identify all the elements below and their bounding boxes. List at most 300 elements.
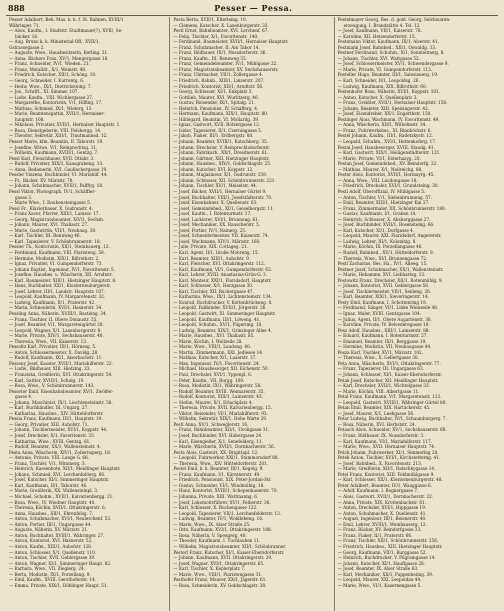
directory-entry: — Rosa, Dienstgeberin, VIII. Felsbergg. 14. [9,127,102,133]
directory-entry: — Josef, Lokomotivführer, XV/1, Felberstr. 36. [173,499,271,505]
directory-entry: — Nikolaus, Privatier, XVII/1, Hernalser Hauptstr. 1. [9,122,121,128]
directory-entry: — Franz, Metalldr., X/1, Weinstr. 48. [9,66,87,72]
directory-entry: bäcker. 16. [15,33,39,39]
directory-entry: — Konrad, Buchdrucker, V. Kettenbrückeng. 8. [173,299,273,305]
directory-entry: Pester Alois, Kontorist, XVII/1, Hormayrg. 45. [337,172,435,178]
directory-entry: — Martin, Zimmermann, XXI. Jedlesee 14. [173,349,264,355]
directory-entry: — Johanna, Private, XIII. Wattmanng. 6. [173,494,259,500]
directory-entry: — Johann, Schlosser, XI/1, Kaiser-Ebersdorferstr. [337,372,443,377]
directory-entry: — Antonie, Private, VIII. Lange G. 66. [9,455,90,461]
directory-entry: — Jakob, Fiaker, III/1, Erdbergstr. 88. [173,133,254,139]
directory-entry: Pesteller Hugo, Beamter, III/1, Salesianerg. 19. [337,72,439,78]
directory-entry: — Rudolf, Kontorist, XIII/1, Lainzerstr. 43. [173,394,263,400]
directory-entry: — Franz, Kaufm., III. Rennweg 55. [173,55,248,61]
directory-entry: — Marie, Private, VI. Gumpendorferstr. 113. [337,66,433,72]
directory-entry: — Franz, Uhrmacher, VII/1, Zollergasse 4. [173,72,264,78]
directory-entry: — Ludwig, Beamter, XIX/1, Grinzinger Allee 4. [173,327,273,333]
directory-entry: Gstrassegasse 2. [9,44,45,50]
directory-entry: — Alois, Kaufm., I. Stadtstr. Stadtmauer(?), XVII/, Se- [9,28,123,34]
directory-entry: — Katharina, Wwe., XVIII. Gentzg. 81. [9,438,91,444]
directory-entry: — Franz, Schuhmacher, II. Am Tabor 14. [173,44,260,50]
directory-entry: Pessling Anna, Näherin, XVIII/1, Bastieng. 34. [9,310,108,316]
directory-entry: — Stefan, Maurer, X/1, Erlachplatz 4. [173,399,253,405]
directory-entry: Pesseter Emil, Eisenbahnbeamter, XV/1, Zwölfer- [9,388,114,394]
directory-entry: Pestel Emil, k. k. Beamter, III/1, Kegelg. 9. [173,466,264,472]
directory-entry: — Karl, Beamter, XIII/1, Auhofstr. 9. [173,255,251,261]
directory-entry: — Franz, Tischler, XII/1, Schönbrunnerstr. 256. [337,538,439,544]
directory-entry: — Leopold, Maurer, XXI. Floridsdorf, Angererstr. [337,233,442,239]
directory-entry: — Franz, Greißler, XVII/1, Hernalser Hauptstr. 158. [337,100,448,106]
directory-entry: — Julius, Agent, II/1, Obere Augartenstr. 36. [337,316,432,322]
directory-entry: — Karoline, Private, IV. Belvederegasse 10. [337,322,430,328]
directory-entry: — Gustav, Kaufmann, I/1, Graben 14. [337,211,417,217]
directory-entry: — Margarethe, Kontoristin, V/1, Hilfing. 17. [9,100,103,106]
directory-entry: Pessl Karl, Fleischhauer, XVII. Ottakr. 3. [9,155,95,161]
page-title: Pesser — Pessa. [214,3,293,13]
directory-entry: Pesser Marie, kfm. Beamtin, II. Taborstr. 19. [9,139,104,145]
directory-entry: Pesty Emil, Kaufmann, I. Schottenring 19. [337,299,428,305]
directory-entry: — Rosa, Wwe., V. Schönbrunnerstr. 143. [9,383,95,389]
directory-entry: — Anton, Portier, III/1, Ungargasse 44. [9,521,92,527]
directory-entry: — Anna, Wwe., VIII. Laudongasse 18. [337,177,418,183]
directory-entry: — Karl, Kaufmann, VI/1, Mariahilferstr. 117. [337,438,432,444]
directory-entry: — Marie, Wwe., IX. Alser Straße 25. [173,521,251,527]
directory-entry: Pestl Anna, XV/1, Schweglerstr. 16. [173,421,249,427]
directory-entry: Pessia Franz, Kaufmann, III/1, Hauptstr. 19. [9,416,103,422]
directory-entry: — Emanuel, Beamter, IX/1, Berggasse 19. [337,338,427,344]
directory-entry: — Marie, Wwe., VIII/1, Piaristengasse 31. [173,571,263,577]
directory-entry: — Wilhelm, Magistratsbeamter, XII/1, Schönbrunner. [173,543,287,549]
directory-entry: — Anna, Bedienerin, XVI. Gaullachergasse 19. [9,166,108,172]
directory-entry: — Emil, Lehrer, XVIII/1, Weinhauserg. 12. [337,521,427,527]
directory-entry: — Leopold, Maurer, XXI. Leopoldau 44. [337,577,422,583]
directory-entry: Pestowitz Franz, Drechsler, XII/1, Rotenmühlg. 9. [337,277,443,283]
directory-entry: — Josef, Kaufm., I. Rotenturmstr. 17. [173,211,252,217]
directory-entry: — Leopold, Gastwirt, XI. Simmeringer Hauptstr. [173,310,276,316]
directory-entry: — Franz, Bildhauer, IX/1, Nussdorferstr. 36. [173,50,267,56]
directory-entry: Pesser Adalbert, Beh. Mus. k. k. f. St. Bahnen, XVIII/1 [9,17,124,22]
directory-entry: Pesz Adolf, Hausbes., XIII/1, Lainzerstr. 88. [337,327,430,333]
directory-entry: — Anton, Tischler, V/1, Siebenbrunneng. 57. [337,194,433,200]
directory-entry: — Josef, Schlossermeister, XV/1, Schwendergasse 9. [337,61,449,67]
directory-entry: — Fr., Bäcker, XV. Märzstr. 78. [9,177,74,183]
directory-entry: — Heinrich, Buchdrucker, V. Pilgramgasse 14. [337,555,436,561]
directory-entry: — Franz, Bahnbeamter, XII/1, Tivoligasse 31. [173,427,270,433]
directory-entry: — Franz, Tapezierer, III. Ungargasse 63. [337,366,424,372]
directory-entry: — Franz Xaver, Pfarrer, XIII/1, Lainzer. 17. [9,211,100,217]
directory-entry: — Franz, Tischler, II. Obere Donaustr. 55. [9,316,98,322]
directory-entry: — Marie, Gastwirtin, VII/1, Neubaug. 30. [9,227,97,233]
directory-entry: — Gustav, Reisender, IX/1, Spitalg. 21. [173,100,256,106]
directory-entry: — Heinrich, Pensionist, IV. Schäfferg. 4. [173,105,259,111]
directory-entry: Pesseny Josef, Kassier, XVII/1, Mariahilferstr. 22. [9,360,113,366]
directory-entry: — Johann, Schmied, XVI. Lerchenfelderg. 86. [9,471,106,477]
directory-entry: — Emma, Private, XIX/1, Döblinger Haupt. 51. [9,582,108,588]
directory-entry: — Marie, Wäscherin, XVII/1, Dornbacherstr. 56. [173,444,275,450]
directory-entry: — Johann, Schuhmacher, XVII/1, Palffyg. 18. [9,183,104,189]
directory-entry: — Johann, Fabrikarb., XX/1, Dresdnerstr. 61. [173,150,269,156]
directory-entry: — Marie, Köchin, IX. Porzellangasse 46. [337,244,423,250]
directory-entry: — Josef, Gemeindebed., XI/1, Geiselbergstr. 11. [173,205,275,211]
directory-entry: — Friedrich, Kontorist, XII/1, Arndtstr. 56. [173,83,264,89]
directory-entry: — August, Ingenieur, III/1, Reisnerstr. 40. [337,516,427,522]
directory-entry: Pestan Josef, Gemeindebed., XV. Reindorfg. 22. [337,161,438,167]
directory-entry: — Maria, Schneiderin, XVI/1, Hasnerstr. 34. [9,305,103,311]
directory-entry: — Josef, Kutscher, XI/1, Simmeringer Hauptstr. [9,477,110,483]
directory-entry: — Rudolf, Kaufmann, IX/1, Alserbachstr. 11. [9,355,103,361]
directory-entry: — Theresia, Wwe., VII. Kaiserstr. 13. [9,338,88,344]
directory-entry: — Josef, Beamter, V/1, Margaretengürtel 20. [9,322,104,328]
directory-entry: — Adolf, Kaufmann, I. Bognergasse 7. [337,488,419,494]
directory-entry: — Marie, Beamtensgattin, XVII/1, Hernalser- [9,111,105,117]
directory-entry: — Ludw. Kaufm., VIII. Wichlergasse 27. [9,94,94,100]
directory-entry: — Rosa, Näherin, XVI. Herbststr. 24. [337,421,416,427]
directory-entry: — Ignaz, Privatier, VI. Gumpendorferstr. 73. [9,261,103,267]
directory-entry: — Josef, Bäcker, XVII/1, Hernalser Gürtel 9. [173,188,267,194]
directory-entry: — Hermine, Modistin, XIX/1, Billrothstr. 2. [9,255,100,261]
directory-entry: — Johann, Kutscher, XVI. Koppstr. 12. [173,166,254,172]
directory-entry: — Franziska, Greißlerin, XVI. Ottakringerstr. 54. [9,372,113,377]
directory-entry: Pesthofer Franz, Maurer, XX/1, Jägerstr. 61. [173,577,267,583]
directory-entry: — Felix, Tischler, X/1, Favoritenstr. 140. [173,33,259,39]
directory-entry: — Anton, Wagner, XI/1, Simmeringer Haupt. 82. [9,560,112,566]
directory-entry: — Karl, Schlosser, X. Buchengasse 122. [173,505,258,511]
directory-entry: — Josef, Eisenbahner, X. Quellenstr. 63. [173,200,258,206]
directory-entry: — Ludw., Bildhauer, XIII. Hietzing. 23. [9,366,91,372]
directory-entry: — Karl, Gastwirt, XIX/1, Heiligenstädterstr. 121. [337,150,441,156]
directory-entry: — Marie, Wwe., VI/1, Kasernengasse 5. [337,582,422,588]
directory-entry: — Anton, Schuhmacher, X. Quellenstr. 41. [337,510,427,516]
directory-entry: — Josef, Lehrer, III/1, Landstr. Hauptstr. 107. [9,288,106,294]
directory-entry: — Rosa, Näherin, V. Spengerg. 40. [173,532,247,538]
directory-entry: — Rosa, Wwe., IV. Wiedner Hauptstr. 40. [9,499,96,505]
directory-entry: Pesterl Franz, Kutscher, XI/1, Kaiser-Ebersdorferstr. [173,549,285,555]
directory-entry: Pesta Berta, XVII/1, Elterleing. 10. [173,17,247,22]
directory-entry: — Friedrich, Bahnb., XIII/1, Linzerstr. 207. [173,78,265,84]
directory-entry: — Anton, Kontorist, XVI. Hasnerstr. 52. [9,538,93,544]
directory-entry: — Hans, Kontorist, XVIII/1, Schopenhauerstr. 70. [173,488,278,494]
directory-entry: — Auguste, Wwe., Hausbesitzerin, Kerling. 21. [9,50,109,56]
directory-entry: — Paul, Drechsler, XVI/1, Yppenpl. 6. [173,372,253,377]
directory-entry: Pestmann Josef, Bahnbed., XII/1, Oswaldg. 33. [337,44,437,50]
directory-entry: — Karl, Mechaniker, XX/1, Pappenheimg. 39. [337,571,434,577]
directory-entry: — Johann Baptist, Ingenieur, IV/1, Favoritenstr. 5. [9,266,115,272]
directory-entry: gasse 3. [15,194,33,200]
directory-entry: — Karl, Buchhändler, III. Ungarg. 27. [9,405,89,411]
directory-entry: Pestner Josef, Schuhmacher, XX/1, Wallensteinstr. [337,266,444,272]
directory-entry: — Karl, Kutscher, XI/1, Dorfgasse 4. [337,227,415,233]
directory-entry: — Emil, Beamter, XIII/1, Hietzinger Kai 37. [337,200,430,206]
directory-entry: Petal Franz, Kaufmann, V/1, Margaretenstr. 113. [337,394,442,400]
directory-entry: — Karl, Drechsler, XVII/1, Wichtelgasse 33. [337,383,430,389]
directory-entry: — Aug. Bruno k. k. Ministerial-Off., XVII/1, [9,39,100,45]
directory-entry: — Josef, Beamter, IX. Alser Straße 63. [337,566,419,572]
directory-entry: gasse 4. [15,394,33,400]
directory-entry: — Anna, Hausbes., XII/1, Ehrenfelsg. 7. [9,510,94,516]
directory-entry: — Johann, Tischler, XVI. Wattgasse 52. [337,55,421,61]
directory-entry: — Wilhelm, Sekretär, XIX/1, Hohe Warte 29. [173,416,268,422]
directory-entry: — Theresia, Wwe., XIV. Hütteldorferstr. 201. [173,460,269,466]
directory-entry: — Karl, Sattler, XVIII/1, Schulg. 19. [9,377,85,383]
directory-entry: — Ferdinand, Kaufmann, VIII. Piaristeng. 50. [9,249,105,255]
directory-entry: — Karl, Kaufmann, II/1, Taborstr. 46. [9,482,88,488]
directory-entry: — Karl, Eisengießer, X/1, Senefelderg. 11. [173,438,263,444]
directory-entry: — Hermann, Kaufmann, XIX/1, Hauptstr. 80. [173,111,269,117]
directory-entry: — Anton, Buchhalter, XVIII/1, Währinger. 27. [9,532,105,538]
directory-entry: Pestenhofer Rosa, Näherin, XVI/1, Koppstr. 101. [337,89,441,95]
directory-entry: — Ludwig, Kaufmann, II/1, Praterstr. 42. [9,299,96,305]
directory-entry: — Karl, Kaufmann, VI/1, Gumpendorferstr. 62. [173,266,273,272]
directory-entry: — Josef, Buchhalter, VIII/1, Josefstädterstr. 70. [173,194,273,200]
directory-entry: — Anton, Drechsler, XVI/1, Hippgasse 19. [337,505,427,511]
directory-entry: — Mathias, Maurer, X/1, Neilreichg. 88. [337,166,423,172]
directory-entry: — Theresia, Wwe., XVI. Brunnengasse 72. [337,255,428,261]
directory-entry: — Franz, Bäcker, XV. Reindorfgasse 33. [337,527,422,533]
directory-entry: — Marie, Wwe., VIII/1, Laudong. 40. [173,344,252,350]
directory-entry: Pestinger Alois, Wachmann, IV. Favoritenstr. 49. [337,116,440,122]
directory-entry: — Hermine, Modistin, VII. Neubaugasse 44. [337,344,432,350]
directory-entry: — Marie, Köchin, I. Wollzeile 28. [173,338,243,344]
directory-entry: — Johann, Drechsler, V. Reinprechtsdorferstr. [173,144,270,150]
directory-entry: — Rudolf, Beamter, XX/1, Wallensteinstr. 4. [9,444,101,450]
directory-entry: — Ludwig, Beamter, IV/1, Wohllebeng. 16. [173,516,264,522]
directory-entry: — Marie, Greißlerin, XII/1, Ratschkygasse 14. [337,466,436,472]
directory-entry: Pesta Alois, Gastwirt, XX. Brigittapl. 12. [173,449,259,455]
directory-entry: — Emil, Kaufm., XVIII. Gersthoferstr. 14. [9,577,96,583]
directory-entry: — Franz, Bildhauer, IX. Nussdorferstr. 3. [337,433,425,439]
directory-entry: — Friedrich, Kutscher, XII/1, Schöng. 10. [9,72,97,78]
directory-entry: — Georg, Kaufmann, VII/1, Burggasse 52. [337,549,427,555]
directory-entry: — Johann, Gärtner, XIII. Hietzinger Hauptstr. [173,155,270,161]
directory-entry: — Franz, Zimmermaler, XII. Schönbrunnerstr. 180. [337,205,446,211]
directory-entry: — Isidor, Tapezierer, II/1, Czerningasse 5. [173,127,263,133]
column-3 [334,17,498,611]
directory-entry: — Hildegard, Beamtin, VI. Mollardg. 39. [173,116,260,122]
directory-entry: — Theresia, Wwe., X. Gellertgasse 30. [337,355,419,361]
directory-entry: — Wilhelm, Kaufmann, XVIII/1, Gentzg. 7. [9,150,99,156]
directory-entry: — Leopold, Tapezierer, VII/1, Lerchenfelderstr. 13. [173,510,282,516]
directory-entry: Petek Anton, Tischler, XVI/1, Kirchstetterng. 41. [337,455,441,461]
directory-entry: — Karoline, XII. Hetzendorferstr. 15. [337,33,416,39]
directory-entry: — Josef, Buchbinder, XVII/1, Rosensteing. 66. [337,222,435,228]
directory-entry: Petasch Alois, Schneider, XV/1, Sechshauserstr. 68. [337,427,447,433]
directory-entry: — Karl, Lehrer, XVIII. Anastasius-Grün-G. 3. [173,272,268,278]
directory-entry: — Marie, Hebamme, XVI. Liebhartsg. 12. [337,272,426,278]
directory-entry: — Georg, Privatier, XIII. Auhofstr. 71. [9,421,89,427]
directory-entry: — Barbara, Wwe., VII. Zieglerg. 24. [9,566,86,572]
directory-entry: — Johann, Tischlermeister, XVI/1, Koppstr. 44. [9,427,108,433]
directory-entry: — Johann, Kaufmann, XVII. Ottakringerstr. 29. [173,555,273,561]
directory-entry: — Katharina, Hausbes., XIV. Hütteldorferstr. [9,410,104,416]
directory-entry: — Jos., Schrift., XI. Simmer. 107. [9,89,79,95]
directory-entry: — Karl, Tischler, X. Keplerplatz 7. [173,566,246,572]
directory-entry: — Mathias, Kutscher, X/1, Laaerstr. 37. [173,355,257,361]
directory-entry: — Rudolf, Bahnbed., XV/1, Hütteldorferstr. 9. [337,249,434,255]
directory-entry: Petak Josef, Kutscher, XII. Meidlinger Hauptstr. [337,377,439,383]
directory-entry: — Johann, Tischler, XV/1, Meiselstr. 44. [173,183,258,189]
directory-entry: — Anton, Schlossermeister, X. Davidg. 28. [9,349,99,355]
directory-entry: — Johann, Beamter, XVIII/1, Kutschkerg. 35. [173,139,269,145]
directory-entry: — Karl, Tischler, III. Rennweg 46. [9,233,81,239]
directory-entry: Peta Anna, Wäscherin, XVI/1, Ottakringerstr. 77. [337,360,441,366]
directory-entry: — Anton, Kutscher, X. Quellenplatz 3. [337,94,418,100]
directory-entry: — Karl, Monteur, XXI/1, Floridsdorf, Hauptstr. [173,277,272,283]
directory-entry: — Leopold, Schuhm., XVI/1, Hettenkoferg. 17. [337,139,437,145]
directory-entry: — Marie, Wwe., XVII. Hernalser Hauptstr. 74. [337,444,436,450]
directory-entry: — Karl, Tischler, XII. Ruckergasse 47. [173,288,254,294]
directory-entry: — Rudolf, Privatier, XIX/1, Kaasgrabeng. 13. [9,161,104,167]
directory-entry: — Franz, Tischler, V/1, Wimmerg. 3. [9,460,86,466]
directory-entry: — Josef, Drechsler, X/1, Favoritenstr. 33. [9,433,96,439]
directory-entry: — Johann, Schlosser, XII. Schönbrunnerstr. 221. [173,177,276,183]
directory-entry: — Theodor, Kaufmann, I. Tuchlauben 11. [173,538,261,544]
directory-entry: — Marie, Private, VI/1, Esterhazyg. 20. [337,155,421,161]
directory-entry: Pestel Johann, Kaufm., III/1, Radetzkystr. 12. [337,133,434,139]
directory-entry: — Max, Ingenieur, IV/1, Favoritenstr. 24. [173,360,260,366]
directory-entry: — Josefine, Hausbes. u. Wäscherin, XII. Arndtstr. [9,272,113,278]
directory-entry: — Leopold, Gastwirt, XVIII/1, Währinger Gürtel 80. [337,399,447,405]
directory-entry: — Johann, Magazineur, X/1, Gudrunstr. 159. [173,172,268,178]
directory-entry: — Karl, Beamter, XIX/1, Sieveringerstr. 14. [337,294,429,300]
directory-entry: — Josef, Wachmann, XIV/1, Märzstr. 160. [173,238,261,244]
directory-entry: Pestelmayer Georg, Bes. d. gold. Georg, Selchwaren- [337,17,451,22]
directory-entry: — Viktor, Reisender, VI/1, Mariahilferstr. 93. [173,410,268,416]
page-number: 888 [8,3,25,13]
directory-entry: Petch Johann, Fuhrwerker, XI/1, Simmering 20. [337,449,439,455]
directory-entry: — Leopold, Kaufmann, III/1, Löweng. 41. [173,316,261,322]
directory-entry: — Josef, Eisendreher, XX/1, Engerthstr. 150. [337,111,432,117]
directory-entry: — Ferdinand, Baumeister, XVII/1, Hernalser Hauptstr. [173,39,289,45]
directory-entry: — Marie, Hausbes., XVI. Thaliastr. 85. [173,333,255,339]
directory-entry: — Gustav, Schneider, VI/1, Windmühlg. 18. [173,482,265,488]
directory-entry: — Alois, Gastwirt, XVII/1, Dornbacherstr. 22. [337,494,434,500]
directory-entry: — Anton, Schuhmacher, XVI/1, Neulerchenf. 53. [9,516,112,522]
column-2 [169,17,333,611]
directory-entry: — Josefine, Witwe, V/1, Reinprechtsg. 11. [9,144,98,150]
directory-entry: Petan Emil, Beamter, XIX. Hartäckerstr. 45. [337,405,431,411]
directory-entry: — Anton, Schlosser, X/1, Quellenstr. 110. [9,549,97,555]
directory-entry: Pessl Fr., Klavierbauer, X. Gudrunstr. 4. [9,205,94,211]
directory-entry: — Mathias, Schmied, IX/1, Wielerg. 13. [9,105,93,111]
directory-entry: Pestemann Viktor, Kaufmann, IX/1, Alserstr. 41. [337,39,439,45]
directory-entry: — Ignaz, Maler, XVIII. Gentzgasse 104. [337,310,422,316]
directory-entry: Pestl Zacharias, Bes. Ha., IV/1, Alleeg. 15. [337,261,428,267]
directory-entry: hauptstr. 108. [15,116,45,122]
directory-entry: — Marie, Greißlerin, XX. Wallensteinpl. 3. [9,488,99,494]
directory-entry: — Rosa, Modistin, IX/1, Währingerstr. 58. [173,383,262,389]
directory-entry: Pessoltz Karl, Privatier, III/1, Hörnesg. 5. [9,344,97,350]
directory-entry: Petar Ludwig, Buchhalter, IV/1, Schaumburgerg. 7. [337,416,447,422]
directory-entry: — Josef, Kaufmann, VII/1, Kaiserstr. 78. [337,28,422,34]
directory-entry: — Josef, Portier, IV/1, Rainerg. 25. [173,227,247,233]
directory-entry: — Friedrich, Drechsler, XVI/1, Grundsteing. 30. [337,183,439,189]
directory-entry: — Johann, Maschinist, IX/1, Liechtensteinstr. 58. [9,399,113,405]
directory-entry: — Franz, Gemeindebeamter, IV/1, Mühlgasse 22. [173,61,278,67]
directory-entry: — Theresia, Köchin, XVII/1, Ottakringerstr. 6. [9,505,107,511]
directory-entry: Pessl Viktor, Photograph, IV/1, Schäffler- [9,188,96,194]
directory-entry: — Friedrich, Hausbes., XIII. Hietzinger Hauptstr. [337,543,443,549]
directory-entry: Peter Adalbert, Beamter, IV/1, Waaggasse 6. [337,482,432,488]
directory-entry: — Franz, Magistratsbeamter, XV. Sechshauserstr. [173,66,279,72]
directory-entry: — Anton, Tischler, XVII. Geblergasse 39. [9,555,96,561]
directory-entry: — Theodor, Sekretär, XIII/1, Trautmannsd. 12. [9,133,108,139]
directory-entry: Pestl Adolf, Oberoffizial, IV. Mühlgasse 5. [337,188,426,194]
directory-entry: Pestl Ernst, Bahnbeamter, XVI. Lerchenf. 67. [173,28,269,34]
directory-entry: — Hedw. Wwe., IX/1, Dietrichsteing. 7. [9,83,92,89]
directory-entry: — Karl, Schneider, II/1, Leopoldsg. 26. [337,78,420,84]
directory-entry: — Josef, Schneidermeister, VII. Kaiserstr. 74. [173,233,269,239]
directory-entry: — Berta, Modistin, IX/1, Porzellang. 9. [9,571,91,577]
directory-entry: — Leopold, Kaufmann, IV. Margaretenstr. 32. [9,294,106,300]
directory-entry: — Clemens, Kutscher, X. Laxenburgerstr. 33. [173,22,269,28]
directory-entry: — Ignaz, Gastwirt, XVII. Rötzergasse 12. [173,122,261,128]
directory-entry: — Georg, Schlosser, XI/1, Enkplatz 3. [173,89,253,95]
directory-entry: — Marie, Köchin, VIII. Albertgasse 11. [337,388,420,394]
directory-entry: — Josef, Bahnbed., X. Favoritenstr. 213. [337,460,423,466]
directory-entry: — Eduard, Kaufmann, I. Rotenturmstr. 27. [337,333,428,339]
directory-entry: — Leopold, Faßbinder, XVII/1, Jörgerstr. 26. [173,305,267,311]
directory-entry: Währinger. 71. [9,22,41,28]
directory-entry: — Leopold, Wagner, X/1, Laxenburgerstr. 8. [9,327,102,333]
directory-entry: — Ludwig, Kaufmann, XIX. Billrothstr. 60. [337,83,427,89]
directory-entry: — Julie, Private, XIX. Cottageg. 21. [173,244,248,250]
directory-entry: — Leopold, Fuhrwerker, XXI/1, Stammersdorf 88. [173,455,279,461]
directory-entry: — Josef, Tischlermeister, VII/1, Seideng. 26. [337,288,432,294]
directory-entry: — Rosa, Schneiderin, XV. Goldschlagstr. 38. [173,582,267,588]
directory-entry: Petel Franz, Kontorist, XIII. Feldmühlgasse 9. [337,471,435,477]
directory-entry: — Karl, Schlosser, X/1, Herzgasse 30. [173,283,254,289]
directory-entry: — Friedrich, Pensionist, XIX. Peter-Jordan-Str. [173,477,272,483]
directory-entry: — Anton, Kaufm., XIII/1, Auhofstr. 128. [9,543,93,549]
directory-entry: — Marie Wwe., I. Rauhensteingasse 5. [9,200,92,206]
directory-entry: — Johann, Kutscher, XI/1, Hauffgasse 28. [337,560,426,566]
directory-entry: Pessler Th., Kontoristin, XII/1, Steinbauerg. 12. [9,244,110,250]
directory-entry: — Ferdinand, Sänger, VI/1, Linke Wienzeile 48. [337,305,439,311]
directory-entry: — Johann, Beamter, XIII. Speisingerstr. 42. [337,105,430,111]
directory-entry: — Franz, Fuhrwerksbes., XI. Rinnböckstr. 6. [337,127,432,133]
directory-entry: — Anna, Bäckers Frau, XV/1, Mengergasse 16. [9,55,109,61]
directory-entry: — Franz, Schneider, IV/1, Wieden. 21. [9,61,90,67]
directory-entry: — Katharina, Wwe., IX/1, Lichtensteinstr. 134. [173,294,273,300]
directory-entry: — Karl, Baumeister, XIII/1, Hietzinger Hauptstr. 6. [9,277,117,283]
directory-entry: — Gottlieb, Maurer, XVI. Wurlitzerg. 46. [173,94,259,100]
directory-entry: — Heinrich, Kassenbote, XII/1, Meidlinger Hauptstr. [9,466,121,472]
directory-entry: — Leopold, Schuhm., XV/1, Pilgerimg. 18. [173,322,263,328]
directory-entry: — Anna, Wäscherin, XII/1, Wilhelmstr. 34. [337,122,427,128]
directory-entry: — Rudolf, Beamter, XVIII. Weimarerstr. 35. [173,388,265,394]
directory-entry: — Anna, Private, XIX. Krottenbachstr. 61. [337,499,426,505]
directory-entry: — Karl, Schlosser, XX/1, Klosterneuburgerstr. 48. [337,477,443,483]
directory-entry: — Karl, Agent, II/1, Große Mohreng. 15. [173,249,259,255]
page-header [6,3,498,16]
directory-entry: — Josef, Maurer, X/1, Leebgasse 56. [337,410,415,416]
directory-entry: — Johann, Kontorist, XVII. Geblergasse 58. [337,283,430,289]
directory-entry: — Peter, Kaufm., VII. Burgg. 109. [173,377,245,383]
directory-entry: — Marie, Private, XIV/1, Sechshauserstr. 40. [9,333,104,339]
directory-entry: Pestner Ferdinand, Schuhm., X/1, Sonnleitnerg. 8. [337,50,445,56]
directory-entry: — Michael, Schuhm., XVII/1, Kalvarienbergg. 21. [9,494,114,500]
directory-entry: — Auguste, Näherin, XV. Märzstr. 21. [9,527,89,533]
directory-entry: erzeugung, I. Brandstätte 4. Tel. 12. [343,22,421,28]
directory-entry: — Hans, Buchhalter, XX/1, Klosterneuburgerstr. [9,283,112,289]
directory-entry: — Theresia, Private, XVII. Kalvarienbergg. 15. [173,405,272,411]
columns [6,17,498,611]
directory-entry: Pesta Anna, Wäscherin, XIV/1, Zollernsperg. 18. [9,449,112,455]
directory-entry: — Josef, Wagner, XVI/1, Ottakringerstr. 65. [173,560,265,566]
directory-entry: — Johann, Maurer, XVI. Thaliastr. 27. [9,222,89,228]
directory-entry: — Josef, Buchbinder, XVI. Hubergasse 24. [173,433,263,439]
directory-entry: — Karl, Tapezierer, V. Schönbrunnerstr. 18. [9,238,102,244]
